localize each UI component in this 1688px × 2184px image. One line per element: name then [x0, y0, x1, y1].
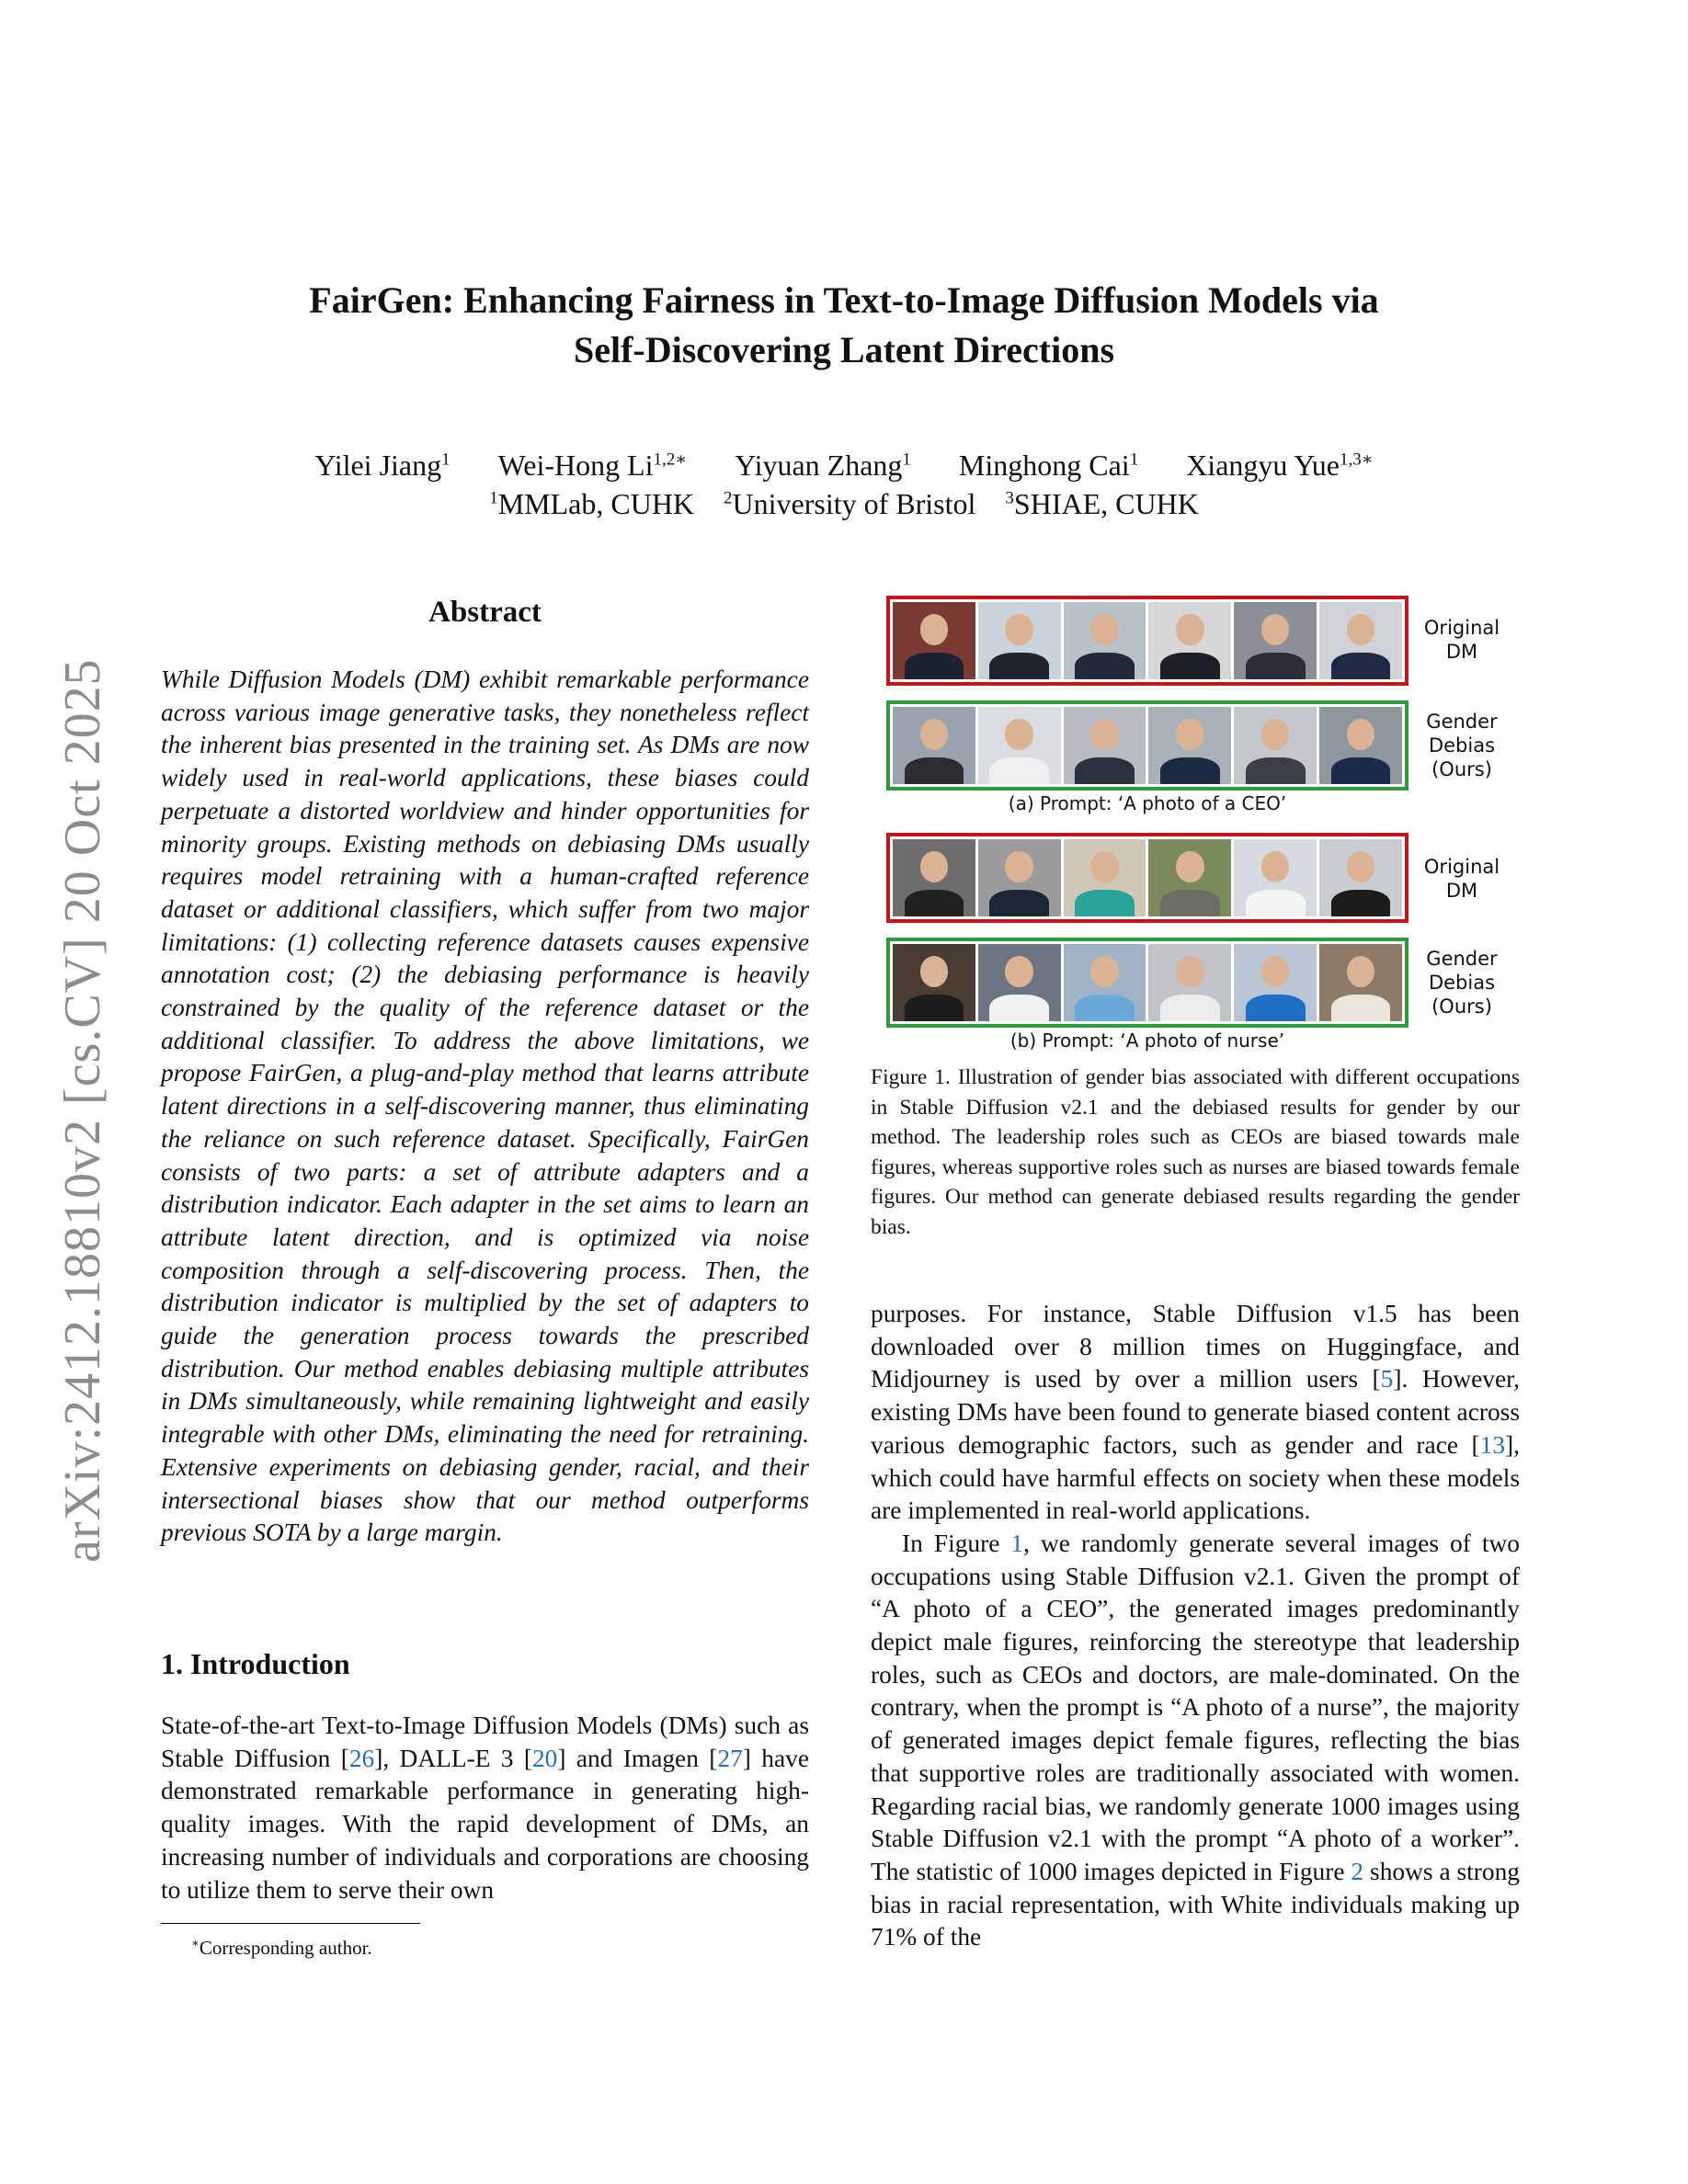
generated-portrait-image — [1064, 839, 1146, 916]
generated-portrait-image — [1234, 944, 1317, 1021]
portrait-head — [1176, 956, 1204, 987]
subcaption-b: (b) Prompt: ‘A photo of nurse’ — [1009, 1029, 1285, 1052]
portrait-head — [1005, 719, 1033, 750]
portrait-head — [1347, 614, 1375, 645]
portrait-body — [905, 757, 964, 784]
portrait-head — [1090, 614, 1119, 645]
portrait-head — [1347, 719, 1375, 750]
portrait-head — [1261, 719, 1290, 750]
author: Xiangyu Yue$^{1,3∗}$ — [1186, 448, 1374, 482]
generated-portrait-image — [1064, 707, 1146, 784]
generated-portrait-image — [1148, 944, 1231, 1021]
citation-link[interactable]: 20 — [531, 1744, 558, 1772]
portrait-head — [1005, 614, 1033, 645]
author: Yilei Jiang$^1$ — [314, 448, 451, 482]
portrait-body — [1075, 653, 1135, 679]
portrait-body — [1246, 995, 1306, 1021]
portrait-body — [989, 653, 1049, 679]
generated-portrait-image — [1234, 707, 1317, 784]
portrait-body — [1075, 995, 1135, 1021]
citation-link[interactable]: 26 — [348, 1744, 375, 1772]
footnote: ∗Corresponding author. — [191, 1936, 372, 1959]
ceo-debias-panel — [886, 700, 1409, 791]
portrait-body — [1331, 653, 1391, 679]
portrait-head — [920, 614, 949, 645]
arxiv-identifier: arXiv:2412.18810v2 [cs.CV] 20 Oct 2025 — [54, 658, 111, 1563]
author: Minghong Cai$^1$ — [958, 448, 1139, 482]
affiliation: $^3$SHIAE, CUHK — [1005, 486, 1199, 520]
portrait-body — [1331, 995, 1391, 1021]
nurse-debias-panel — [886, 938, 1409, 1028]
portrait-body — [1246, 757, 1306, 784]
generated-portrait-image — [1064, 602, 1146, 679]
portrait-body — [1246, 653, 1306, 679]
portrait-head — [1090, 956, 1119, 987]
generated-portrait-image — [978, 839, 1061, 916]
subcaption-a: (a) Prompt: ‘A photo of a CEO’ — [1008, 792, 1287, 814]
body-text-right: purposes. For instance, Stable Diffusion v1.5 has been downloaded over 8 million times on Huggingface, and Midjourney is used by over a million users [5]. However, existing DMs have been found to generate biased content across various demographic factors, such as gender and race [13], which could have harmful effects on society when these models are implemented in real-world applications. In Figure 1, we randomly generate several images of two occupations using Stable Diffusion v2.1. Given the prompt of “A photo of a CEO”, the generated images predominantly depict male figures, reinforcing the stereotype that leadership roles, such as CEOs and doctors, are male-dominated. On the contrary, when the prompt is “A photo of a nurse”, the majority of generated images depict female figures, reflecting the bias that supportive roles are traditionally associated with women. Regarding racial bias, we randomly generate 1000 images using Stable Diffusion v2.1 with the prompt “A photo of a worker”. The statistic of 1000 images depicted in Figure 2 shows a strong bias in racial representation, with White individuals making up 71% of the — [871, 1300, 1520, 1951]
introduction-paragraph: State-of-the-art Text-to-Image Diffusion Models (DMs) such as Stable Diffusion [26], DALL-E 3 [20] and Imagen [27] have demonstrated remarkable performance in generating high-quality images. With the rapid development of DMs, an increasing number of individuals and corporations are choosing to utilize them to serve their own — [161, 1712, 809, 1904]
generated-portrait-image — [1234, 602, 1317, 679]
portrait-head — [1005, 851, 1033, 882]
portrait-body — [1160, 757, 1220, 784]
portrait-body — [1331, 757, 1391, 784]
abstract-heading: Abstract — [428, 596, 542, 629]
portrait-body — [1331, 890, 1391, 916]
generated-portrait-image — [1148, 707, 1231, 784]
generated-portrait-image — [1148, 839, 1231, 916]
portrait-head — [1176, 614, 1204, 645]
generated-portrait-image — [893, 707, 975, 784]
portrait-body — [1075, 890, 1135, 916]
generated-portrait-image — [978, 944, 1061, 1021]
portrait-body — [989, 757, 1049, 784]
generated-portrait-image — [1234, 839, 1317, 916]
portrait-head — [920, 851, 949, 882]
portrait-head — [920, 956, 949, 987]
generated-portrait-image — [893, 602, 975, 679]
portrait-body — [989, 890, 1049, 916]
generated-portrait-image — [1319, 839, 1402, 916]
citation-link[interactable]: 27 — [717, 1744, 743, 1772]
generated-portrait-image — [978, 602, 1061, 679]
abstract-body: While Diffusion Models (DM) exhibit remarkable performance across various image generative tasks, they nonetheless reflect the inherent bias presented in the training set. As DMs are now widely used in real-world applications, these biases could perpetuate a distorted worldview and hinder opportunities for minority groups. Existing methods on debiasing DMs usually requires model retraining with a human-crafted reference dataset or additional classifiers, which suffer from two major limitations: (1) collecting reference datasets causes expensive annotation cost; (2) the debiasing performance is heavily constrained by the quality of the reference dataset or the additional classifier. To address the above limitations, we propose FairGen, a plug-and-play method that learns attribute latent directions in a self-discovering manner, thus eliminating the reliance on such reference dataset. Specifically, FairGen consists of two parts: a set of attribute adapters and a distribution indicator. Each adapter in the set aims to learn an attribute latent direction, and is optimized via noise composition through a self-discovering process. Then, the distribution indicator is multiplied by the set of adapters to guide the generation process towards the prescribed distribution. Our method enables debiasing multiple attributes in DMs simultaneously, while remaining lightweight and easily integrable with other DMs, eliminating the need for retraining. Extensive experiments on debiasing gender, racial, and their intersectional biases show that our method outperforms previous SOTA by a large margin. — [161, 665, 809, 1547]
footnote-rule — [161, 1923, 420, 1924]
affiliation: $^2$University of Bristol — [724, 486, 976, 520]
figure-reference-link[interactable]: 2 — [1351, 1857, 1364, 1885]
nurse-original-panel — [886, 833, 1409, 923]
portrait-head — [1176, 851, 1204, 882]
generated-portrait-image — [893, 839, 975, 916]
affiliation-list — [165, 478, 1523, 524]
label-original-dm: Original DM — [1423, 617, 1500, 663]
portrait-head — [1347, 851, 1375, 882]
section-heading-introduction: 1. Introduction — [161, 1647, 350, 1680]
author: Wei-Hong $Li^{1,2∗}$ — [497, 448, 688, 482]
generated-portrait-image — [1319, 602, 1402, 679]
portrait-body — [905, 653, 964, 679]
generated-portrait-image — [1319, 944, 1402, 1021]
portrait-head — [1261, 851, 1290, 882]
title-line-2: Self-Discovering Latent Directions — [573, 329, 1115, 370]
affiliation: $^1$MMLab, CUHK — [489, 486, 695, 520]
author: Yiyuan Zhang$^1$ — [735, 448, 911, 482]
portrait-body — [905, 890, 964, 916]
generated-portrait-image — [1064, 944, 1146, 1021]
portrait-head — [1090, 851, 1119, 882]
portrait-head — [1090, 719, 1119, 750]
portrait-body — [905, 995, 964, 1021]
label-gender-debias: Gender Debias (Ours) — [1426, 948, 1498, 1018]
figure-caption: Figure 1. Illustration of gender bias associated with different occupations in Stable Diffusion v2.1 and the debiased results for gender by our method. The leadership roles such as CEOs are biased towards male figures, whereas supportive roles such as nurses are biased towards female figures. Our method can generate debiased results regarding the gender bias. — [871, 1065, 1520, 1239]
portrait-body — [1160, 995, 1220, 1021]
generated-portrait-image — [1319, 707, 1402, 784]
portrait-body — [1160, 653, 1220, 679]
portrait-body — [1160, 890, 1220, 916]
ceo-original-panel — [886, 596, 1409, 686]
portrait-body — [1075, 757, 1135, 784]
label-gender-debias: Gender Debias (Ours) — [1426, 711, 1498, 780]
portrait-head — [1005, 956, 1033, 987]
portrait-body — [989, 995, 1049, 1021]
generated-portrait-image — [893, 944, 975, 1021]
portrait-head — [1347, 956, 1375, 987]
title-line-1: FairGen: Enhancing Fairness in Text-to-Image Diffusion Models via — [309, 279, 1379, 321]
portrait-head — [1261, 956, 1290, 987]
portrait-body — [1246, 890, 1306, 916]
citation-link[interactable]: 13 — [1479, 1430, 1506, 1459]
paper-title — [165, 276, 1523, 375]
citation-link[interactable]: 5 — [1380, 1365, 1394, 1393]
figure-reference-link[interactable]: 1 — [1010, 1529, 1024, 1557]
generated-portrait-image — [1148, 602, 1231, 679]
portrait-head — [1176, 719, 1204, 750]
portrait-head — [920, 719, 949, 750]
generated-portrait-image — [978, 707, 1061, 784]
portrait-head — [1261, 614, 1290, 645]
label-original-dm: Original DM — [1423, 856, 1500, 902]
